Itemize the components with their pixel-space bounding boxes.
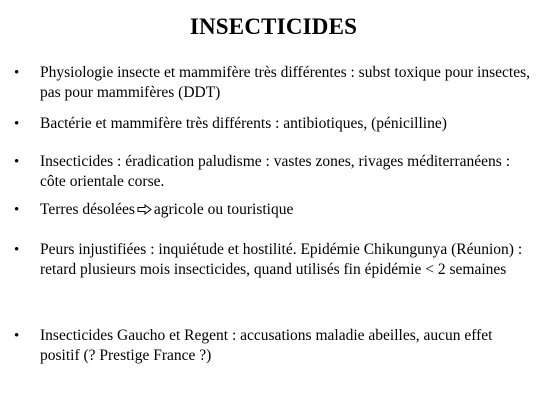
bullet-text-part: agricole ou touristique	[153, 201, 294, 218]
bullet-text: Physiologie insecte et mammifère très différentes : subst toxique pour insectes, pas pour mammifères (DDT)	[40, 64, 530, 101]
bullet-dot: •	[14, 328, 20, 344]
bullet-text	[40, 200, 530, 220]
bullet-dot: •	[14, 202, 20, 218]
bullet-text: Bactérie et mammifère très différents : antibiotiques, (pénicilline)	[40, 115, 447, 132]
bullet-dot: •	[14, 116, 20, 132]
right-arrow-icon	[137, 204, 152, 215]
slide-title: INSECTICIDES	[189, 14, 358, 39]
bullet-dot: •	[14, 65, 20, 81]
bullet-dot: •	[14, 242, 20, 258]
bullet-item	[14, 240, 530, 280]
bullet-item	[14, 326, 530, 366]
bullet-dot: •	[14, 154, 20, 170]
bullet-text: Peurs injustifiées : inquiétude et hostilité. Epidémie Chikungunya (Réunion) : retard plusieurs mois insecticides, quand utilisés fin épidémie < 2 semaines	[40, 241, 523, 278]
bullet-item	[14, 63, 530, 103]
bullet-item	[14, 200, 530, 220]
bullet-item	[14, 114, 530, 134]
bullet-item	[14, 152, 530, 192]
bullet-text: Insecticides Gaucho et Regent : accusations maladie abeilles, aucun effet positif (? Prestige France ?)	[40, 327, 493, 364]
bullet-text-part: Terres désolées	[40, 201, 135, 218]
bullet-text: Insecticides : éradication paludisme : vastes zones, rivages méditerranéens : côte orientale corse.	[40, 153, 510, 190]
